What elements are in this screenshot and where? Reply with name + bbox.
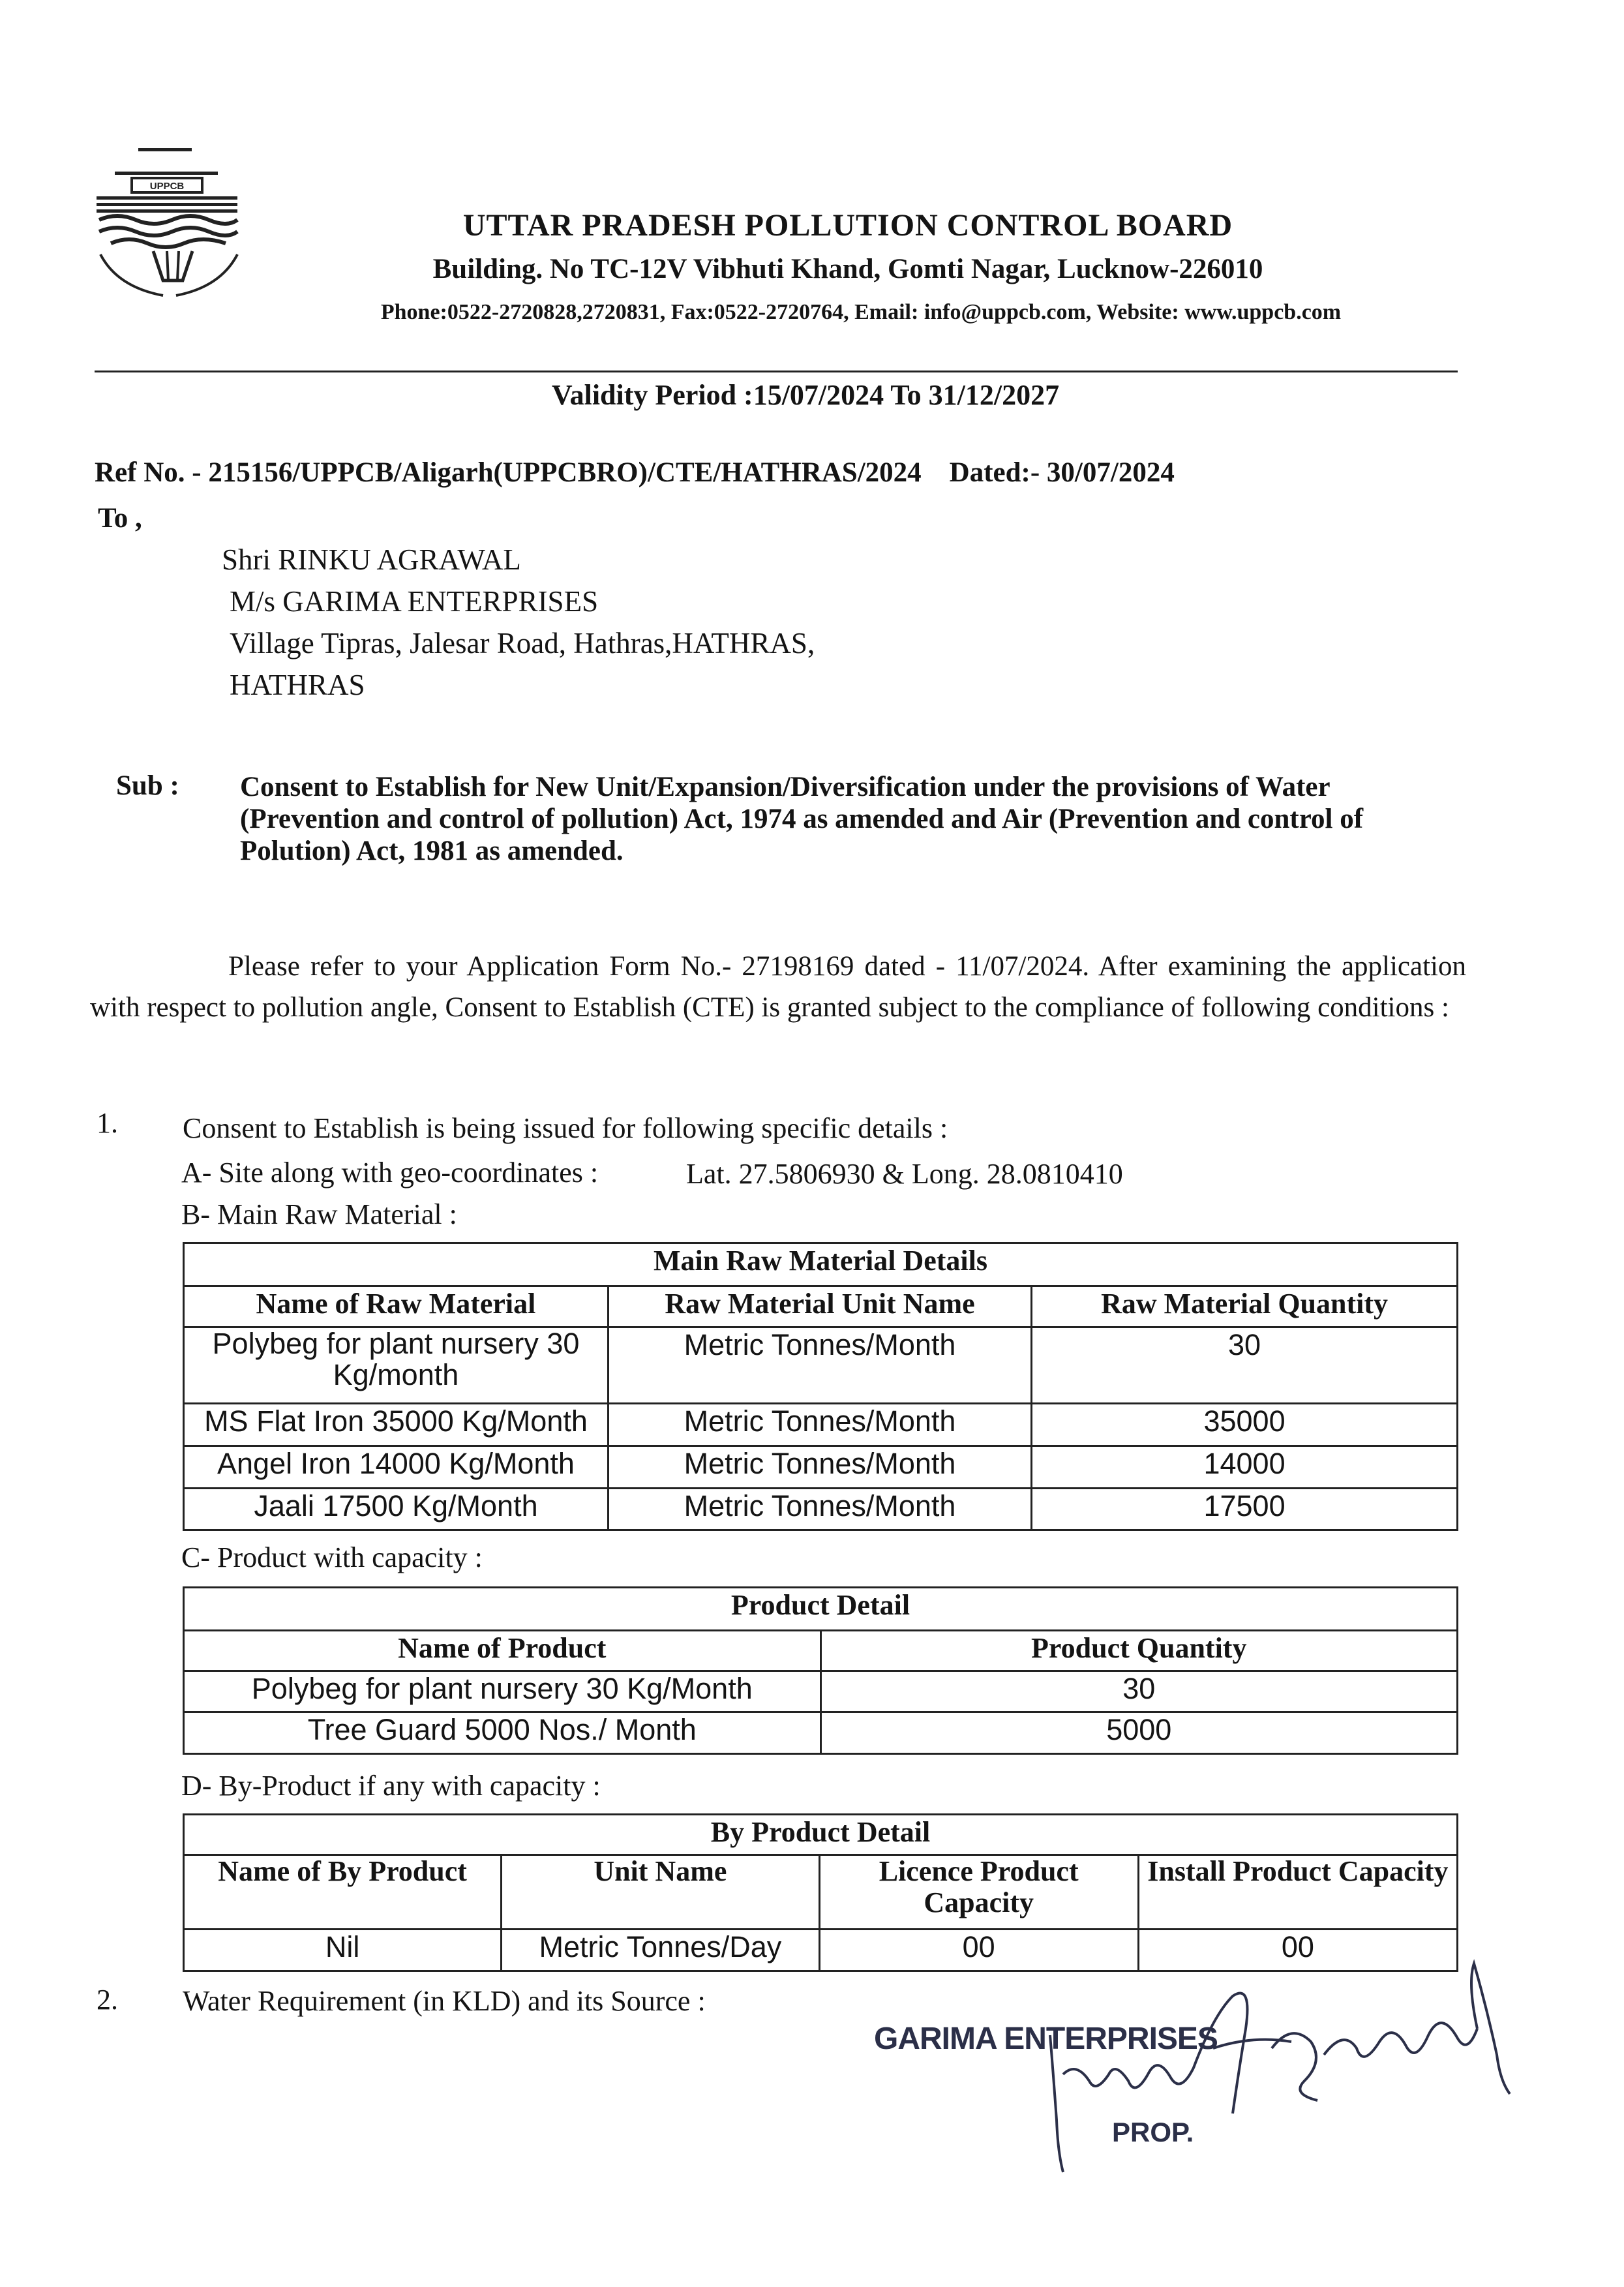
table-row	[184, 1446, 1458, 1489]
table-cell: Metric Tonnes/Day	[502, 1930, 819, 1971]
validity-period: Validity Period :15/07/2024 To 31/12/2027	[551, 379, 1060, 411]
table-header: Install Product Capacity	[1138, 1855, 1457, 1930]
table-cell: Polybeg for plant nursery 30 Kg/month	[184, 1327, 609, 1404]
table-row	[184, 1671, 1458, 1712]
byproduct-table	[183, 1813, 1458, 1972]
addressee-name: Shri RINKU AGRAWAL	[222, 543, 521, 576]
subject-label: Sub :	[116, 770, 179, 801]
board-title: UTTAR PRADESH POLLUTION CONTROL BOARD	[462, 208, 1233, 243]
board-contact: Phone:0522-2720828,2720831, Fax:0522-2720764, Email: info@uppcb.com, Website: www.uppcb.com	[380, 300, 1342, 324]
table-cell: Angel Iron 14000 Kg/Month	[184, 1446, 609, 1489]
table-header: Name of Raw Material	[184, 1286, 609, 1327]
raw-material-label: B- Main Raw Material :	[181, 1198, 457, 1230]
signature-image	[1017, 1957, 1513, 2179]
site-label: A- Site along with geo-coordinates :	[181, 1157, 599, 1189]
table-header: Unit Name	[502, 1855, 819, 1930]
table-cell: 00	[1138, 1930, 1457, 1971]
addressee-company: M/s GARIMA ENTERPRISES	[230, 585, 599, 618]
item-1-text: Consent to Establish is being issued for following specific details :	[183, 1112, 948, 1144]
table-cell: 17500	[1032, 1489, 1458, 1530]
table-cell: MS Flat Iron 35000 Kg/Month	[184, 1404, 609, 1446]
raw-material-table	[183, 1242, 1458, 1531]
table-cell: 30	[820, 1671, 1457, 1712]
table-cell: 35000	[1032, 1404, 1458, 1446]
item-2-text: Water Requirement (in KLD) and its Source :	[183, 1985, 706, 2017]
table-cell: 30	[1032, 1327, 1458, 1404]
byproduct-label: D- By-Product if any with capacity :	[181, 1770, 601, 1802]
table-cell: Nil	[184, 1930, 502, 1971]
raw-material-table-title: Main Raw Material Details	[184, 1243, 1458, 1286]
table-cell: 14000	[1032, 1446, 1458, 1489]
product-table	[183, 1586, 1458, 1755]
table-cell: Jaali 17500 Kg/Month	[184, 1489, 609, 1530]
intro-paragraph: Please refer to your Application Form No.- 27198169 dated - 11/07/2024. After examining the application with respect to pollution angle, Consent to Establish (CTE) is granted subject to the compliance of following conditions :	[90, 951, 1466, 1023]
table-cell: 5000	[820, 1712, 1457, 1754]
table-header: Name of Product	[184, 1631, 821, 1671]
table-cell: Metric Tonnes/Month	[608, 1327, 1031, 1404]
table-header: Product Quantity	[820, 1631, 1457, 1671]
table-header: Name of By Product	[184, 1855, 502, 1930]
item-2-number: 2.	[97, 1984, 118, 2016]
site-coordinates: Lat. 27.5806930 & Long. 28.0810410	[686, 1158, 1123, 1190]
stamp-role: PROP.	[1112, 2117, 1194, 2147]
item-1-number: 1.	[97, 1107, 118, 1139]
table-header: Licence Product Capacity	[819, 1855, 1138, 1930]
table-cell: Metric Tonnes/Month	[608, 1446, 1031, 1489]
table-row	[184, 1712, 1458, 1754]
logo-text: UPPCB	[149, 181, 185, 192]
product-table-title: Product Detail	[184, 1588, 1458, 1631]
table-header: Raw Material Unit Name	[608, 1286, 1031, 1327]
product-label: C- Product with capacity :	[181, 1541, 483, 1573]
subject-text: Consent to Establish for New Unit/Expansion/Diversification under the provisions of Water (Prevention and control of pollution) Act, 1974 as amended and Air (Prevention and control of Polution) Act, 1981 as amended.	[240, 772, 1364, 866]
table-row	[184, 1327, 1458, 1404]
table-cell: Polybeg for plant nursery 30 Kg/Month	[184, 1671, 821, 1712]
addressee-address: Village Tipras, Jalesar Road, Hathras,HATHRAS,	[230, 627, 815, 659]
table-row	[184, 1489, 1458, 1530]
addressee-city: HATHRAS	[230, 669, 365, 701]
table-cell: Metric Tonnes/Month	[608, 1404, 1031, 1446]
table-row	[184, 1404, 1458, 1446]
company-stamp: GARIMA ENTERPRISES	[874, 2022, 1218, 2056]
table-cell: 00	[819, 1930, 1138, 1971]
table-cell: Metric Tonnes/Month	[608, 1489, 1031, 1530]
header-divider	[95, 371, 1458, 372]
table-header: Raw Material Quantity	[1032, 1286, 1458, 1327]
table-cell: Tree Guard 5000 Nos./ Month	[184, 1712, 821, 1754]
byproduct-table-title: By Product Detail	[184, 1815, 1458, 1855]
to-label: To ,	[98, 503, 142, 534]
board-address: Building. No TC-12V Vibhuti Khand, Gomti Nagar, Lucknow-226010	[432, 254, 1263, 284]
reference-number: Ref No. - 215156/UPPCB/Aligarh(UPPCBRO)/CTE/HATHRAS/2024 Dated:- 30/07/2024	[95, 457, 1175, 488]
